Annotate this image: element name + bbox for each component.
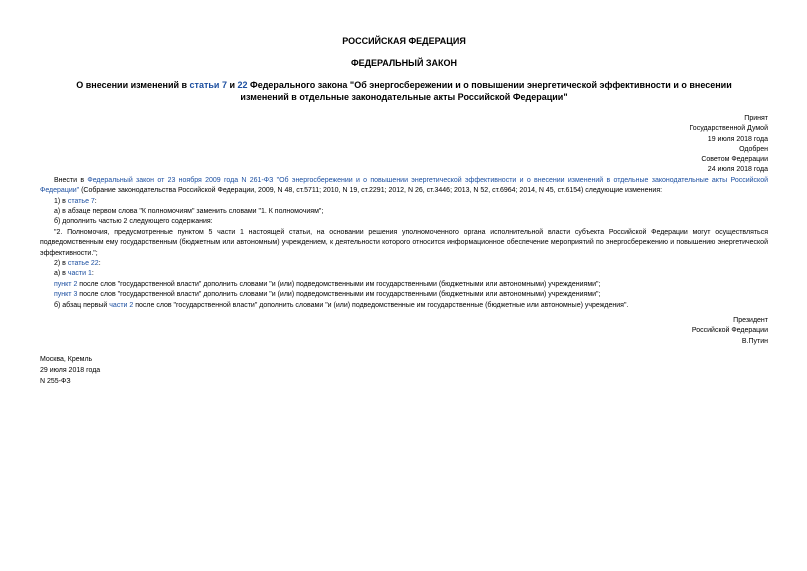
item-1b: б) дополнить частью 2 следующего содержания: xyxy=(54,218,213,226)
item-1b-quote: "2. Полномочия, предусмотренные пунктом 5 части 1 настоящей статьи, на основании решения уполномоченного органа исполнительной власти субъекта Российской Федерации могут осуществляться подведомственным ему государственным (бюджетным или автономным) учреждением, к деятельности которого относится информационное обеспечение мероприятий по энергосбережению и повышению энергетической эффективности."; xyxy=(40,228,768,257)
link-part-1[interactable]: части 1 xyxy=(67,270,92,278)
signature-line: Российской Федерации xyxy=(691,327,768,335)
approval-block xyxy=(40,114,768,176)
approval-line: Одобрен xyxy=(739,145,768,153)
paragraph-text: : xyxy=(91,270,94,278)
paragraph-text: : xyxy=(98,260,101,268)
title-link-article-7[interactable]: статьи 7 xyxy=(189,80,227,90)
document-page xyxy=(40,36,768,387)
title-text: Федерального закона "Об энергосбережении и о повышении энергетической эффективности и о внесении изменений в отдельные законодательные акты Российской Федерации" xyxy=(240,80,732,102)
country-heading: РОССИЙСКАЯ ФЕДЕРАЦИЯ xyxy=(342,36,466,46)
signing-date: 29 июля 2018 года xyxy=(40,366,101,374)
approval-line: 24 июля 2018 года xyxy=(707,166,768,174)
approval-line: Советом Федерации xyxy=(701,156,768,164)
link-point-3[interactable]: пункт 3 xyxy=(54,291,78,299)
item-2 xyxy=(40,259,768,269)
doc-type-heading: ФЕДЕРАЛЬНЫЙ ЗАКОН xyxy=(350,58,458,68)
paragraph-text: Внести в xyxy=(54,176,88,184)
item-1a: а) в абзаце первом слова "К полномочиям" заменить словами "1. К полномочиям"; xyxy=(54,208,324,215)
item-2a-point-2 xyxy=(40,280,768,290)
item-2a xyxy=(40,269,768,279)
item-1 xyxy=(40,197,768,207)
paragraph-text: а) в xyxy=(54,270,68,278)
item-2a-point-3 xyxy=(40,290,768,300)
title-link-article-22[interactable]: 22 xyxy=(237,80,248,90)
approval-line: Государственной Думой xyxy=(689,125,768,133)
signing-details xyxy=(40,354,768,387)
approval-line: 19 июля 2018 года xyxy=(707,135,768,143)
law-number: N 255-ФЗ xyxy=(40,377,71,385)
paragraph-text: 2) в xyxy=(54,260,68,268)
paragraph-text: б) абзац первый xyxy=(54,301,110,309)
signature-line: Президент xyxy=(733,317,768,325)
paragraph-text: (Собрание законодательства Российской Федерации, 2009, N 48, ст.5711; 2010, N 19, ст.2291; 2012, N 26, ст.3446; 2013, N 52, ст.6964; 2014, N 45, ст.6154) следующие изменения: xyxy=(79,187,663,195)
title-text: О внесении изменений в xyxy=(76,80,190,90)
title-text: и xyxy=(226,80,238,90)
link-federal-law-261[interactable]: Федеральный закон от 23 ноября 2009 года N 261-ФЗ "Об энергосбережении и о повышении энергетической эффективности и о внесении изменений в отдельные законодательные акты Российской Федерации" xyxy=(40,176,769,195)
document-body xyxy=(40,176,768,311)
intro-paragraph xyxy=(40,176,768,197)
paragraph-text: 1) в xyxy=(54,197,68,205)
paragraph-text: после слов "государственной власти" дополнить словами "и (или) подведомственными им государственными (бюджетными или автономными) учреждениями"; xyxy=(77,280,601,288)
signature-block xyxy=(40,316,768,347)
link-article-7[interactable]: статье 7 xyxy=(67,197,95,205)
item-2b xyxy=(40,301,768,311)
paragraph-text: после слов "государственной власти" дополнить словами "и (или) подведомственные им государственные (бюджетные или автономные) учреждения". xyxy=(133,301,629,309)
document-title xyxy=(40,79,768,103)
signing-place: Москва, Кремль xyxy=(40,355,93,363)
approval-line: Принят xyxy=(744,115,768,122)
paragraph-text: : xyxy=(94,197,97,205)
link-part-2[interactable]: части 2 xyxy=(109,301,134,309)
paragraph-text: после слов "государственной власти" дополнить словами "и (или) подведомственными им государственными (бюджетными или автономными) учреждениями"; xyxy=(77,291,601,299)
signature-name: В.Путин xyxy=(741,337,768,345)
link-article-22[interactable]: статье 22 xyxy=(67,260,99,268)
link-point-2[interactable]: пункт 2 xyxy=(54,280,78,288)
